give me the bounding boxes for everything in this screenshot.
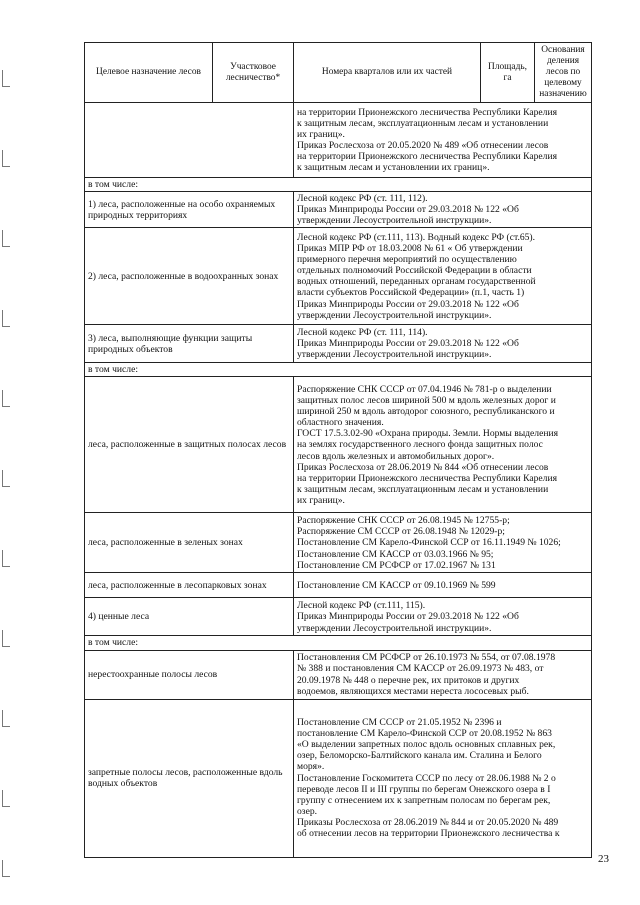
cell-basis: на территории Прионежского лесничества Республики Карелия к защитным лесам, эксплуатационным лесам и установлении их границ». Приказ Рослесхоза от 20.05.2020 № 489 «Об отнесении лесов на территории Прионежского лесничества Республики Карелия к защитным лесам и установлении их границ». — [294, 103, 592, 178]
cell-purpose: 3) леса, выполняющие функции защиты природных объектов — [85, 325, 294, 363]
table-row — [85, 650, 592, 699]
table-row — [85, 513, 592, 573]
header-district: Участковое лесничество* — [213, 43, 294, 103]
cell-subheading: в том числе: — [85, 178, 592, 192]
cell-purpose: леса, расположенные в лесопарковых зонах — [85, 573, 294, 598]
table-row — [85, 598, 592, 636]
cell-purpose: нерестоохранные полосы лесов — [85, 650, 294, 699]
header-area: Площадь, га — [481, 43, 535, 103]
cell-subheading: в том числе: — [85, 636, 592, 650]
cell-purpose: 1) леса, расположенные на особо охраняемых природных территориях — [85, 192, 294, 228]
header-purpose: Целевое назначение лесов — [85, 43, 213, 103]
cell-purpose — [85, 103, 294, 178]
cell-basis: Лесной кодекс РФ (ст. 111, 112). Приказ Минприроды России от 29.03.2018 № 122 «Об утверждении Лесоустроительной инструкции». — [294, 192, 592, 228]
cell-subheading: в том числе: — [85, 363, 592, 377]
cell-purpose: 4) ценные леса — [85, 598, 294, 636]
cell-basis: Постановление СМ СССР от 21.05.1952 № 2396 и постановление СМ Карело-Финской ССР от 20.08.1952 № 863 «О выделении запретных полос вдоль основных сплавных рек, озер, Беломорско-Балтийского канала им. Сталина и Белого моря». Постановление Госкомитета СССР по лесу от 28.06.1988 № 2 о переводе лесов II и III группы по берегам Онежского озера в I группу с отнесением их к запретным полосам по берегам рек, озер. Приказы Рослесхоза от 28.06.2019 № 844 и от 20.05.2020 № 489 об отнесении лесов на территории Прионежского лесничества к — [294, 699, 592, 857]
table-row-subheading — [85, 178, 592, 192]
table-row — [85, 377, 592, 513]
cell-basis: Распоряжение СНК СССР от 26.08.1945 № 12755-р; Распоряжение СМ СССР от 26.08.1948 № 12029-р; Постановление СМ Карело-Финской ССР от 16.11.1949 № 1026; Постановление СМ КАССР от 03.03.1966 № 95; Постановление СМ РСФСР от 17.02.1967 № 131 — [294, 513, 592, 573]
table-row — [85, 699, 592, 857]
cell-basis: Распоряжение СНК СССР от 07.04.1946 № 781-р о выделении защитных полос лесов шириной 500 м вдоль железных дорог и шириной 250 м вдоль автодорог союзного, республиканского и областного значения. ГОСТ 17.5.3.02-90 «Охрана природы. Земли. Нормы выделения на землях государственного лесного фонда защитных полос лесов вдоль железных и автомобильных дорог». Приказ Рослесхоза от 28.06.2019 № 844 «Об отнесении лесов на территории Прионежского лесничества Республики Карелия к защитным лесам, эксплуатационным лесам и установлении их границ». — [294, 377, 592, 513]
cell-purpose: 2) леса, расположенные в водоохранных зонах — [85, 228, 294, 325]
table-header-row — [85, 43, 592, 103]
page-number: 23 — [598, 853, 609, 865]
cell-basis: Лесной кодекс РФ (ст. 111, 114). Приказ Минприроды России от 29.03.2018 № 122 «Об утверждении Лесоустроительной инструкции». — [294, 325, 592, 363]
cell-purpose: запретные полосы лесов, расположенные вдоль водных объектов — [85, 699, 294, 857]
table-row — [85, 573, 592, 598]
table-row — [85, 192, 592, 228]
cell-basis: Постановления СМ РСФСР от 26.10.1973 № 554, от 07.08.1978 № 388 и постановления СМ КАССР от 26.09.1973 № 483, от 20.09.1978 № 448 о перечне рек, их притоков и других водоемов, являющихся местами нереста лососевых рыб. — [294, 650, 592, 699]
table-row-subheading — [85, 363, 592, 377]
binding-margin-marks — [0, 0, 14, 905]
table-row — [85, 103, 592, 178]
cell-purpose: леса, расположенные в зеленых зонах — [85, 513, 294, 573]
cell-basis: Лесной кодекс РФ (ст.111, 115). Приказ Минприроды России от 29.03.2018 № 122 «Об утверждении Лесоустроительной инструкции». — [294, 598, 592, 636]
table-row — [85, 228, 592, 325]
forest-purpose-table — [84, 42, 592, 858]
header-quarters: Номера кварталов или их частей — [294, 43, 481, 103]
cell-purpose: леса, расположенные в защитных полосах лесов — [85, 377, 294, 513]
table-row — [85, 325, 592, 363]
cell-basis: Постановление СМ КАССР от 09.10.1969 № 599 — [294, 573, 592, 598]
header-basis: Основания деления лесов по целевому назначению — [535, 43, 592, 103]
cell-basis: Лесной кодекс РФ (ст.111, 113). Водный кодекс РФ (ст.65). Приказ МПР РФ от 18.03.2008 № 61 « Об утверждении примерного перечня мероприятий по осуществлению отдельных полномочий Российской Федерации в области водных отношений, переданных органам государственной власти субъектов Российской Федерации» (п.1, часть 1) Приказ Минприроды России от 29.03.2018 № 122 «Об утверждении Лесоустроительной инструкции». — [294, 228, 592, 325]
table-row-subheading — [85, 636, 592, 650]
